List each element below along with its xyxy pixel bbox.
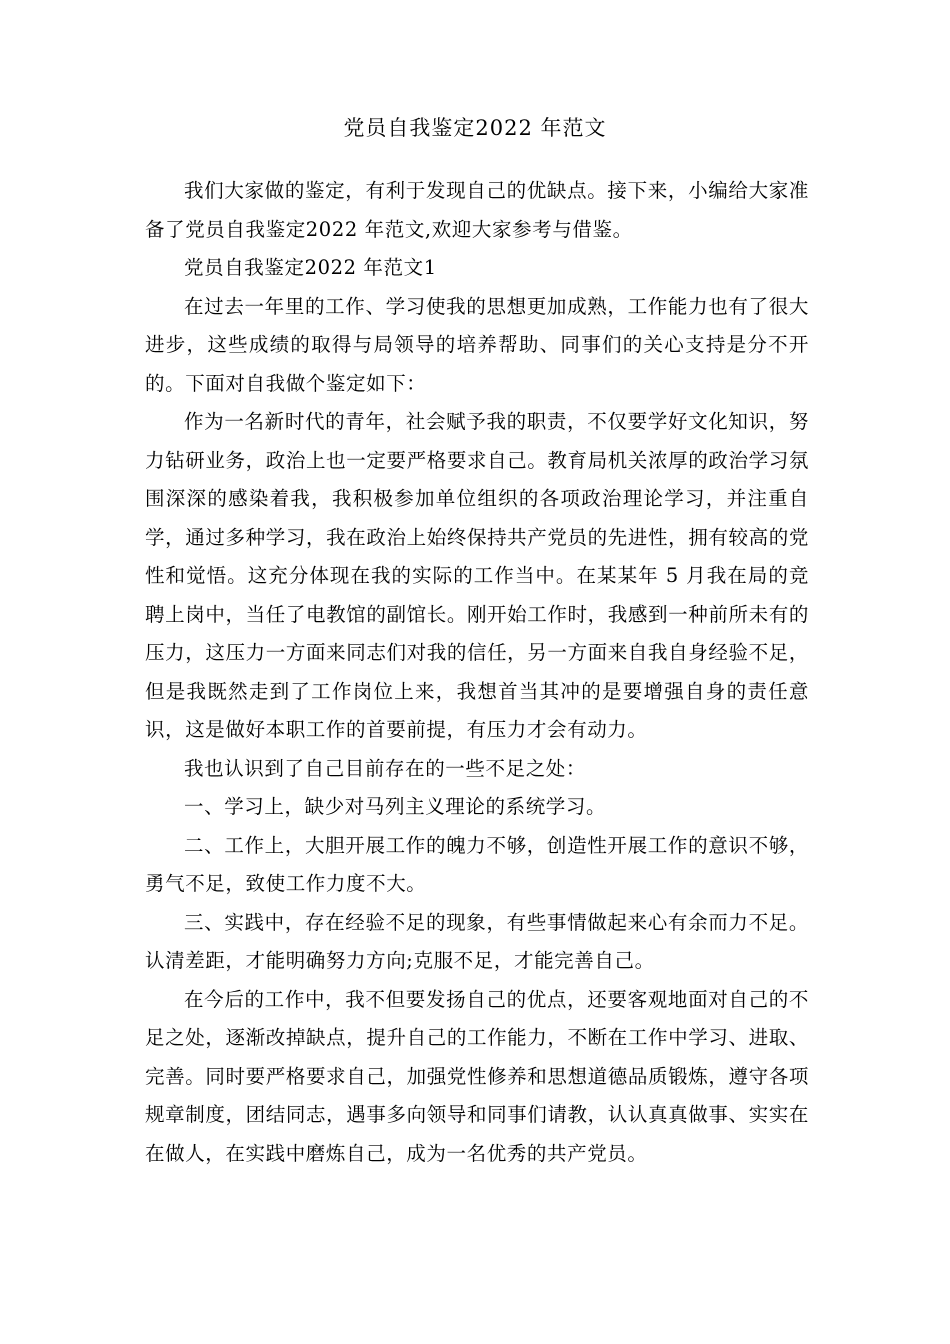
paragraph: 作为一名新时代的青年，社会赋予我的职责，不仅要学好文化知识，努力钻研业务，政治上也一定要严格要求自己。教育局机关浓厚的政治学习氛围深深的感染着我，我积极参加单位组织的各项政治理论学习，并注重自学，通过多种学习，我在政治上始终保持共产党员的先进性，拥有较高的党性和觉悟。这充分体现在我的实际的工作当中。在某某年 5 月我在局的竞聘上岗中，当任了电教馆的副馆长。刚开始工作时，我感到一种前所未有的压力，这压力一方面来同志们对我的信任，另一方面来自我自身经验不足，但是我既然走到了工作岗位上来，我想首当其冲的是要增强自身的责任意识，这是做好本职工作的首要前提，有压力才会有动力。 — [145, 410, 809, 741]
paragraph-intro: 我们大家做的鉴定，有利于发现自己的优缺点。接下来，小编给大家准备了党员自我鉴定2022 年范文,欢迎大家参考与借鉴。 — [145, 179, 809, 241]
list-item: 一、学习上，缺少对马列主义理论的系统学习。 — [184, 795, 607, 818]
section-heading: 党员自我鉴定2022 年范文1 — [184, 256, 437, 279]
paragraph: 我也认识到了自己目前存在的一些不足之处： — [184, 756, 587, 780]
paragraph: 在过去一年里的工作、学习使我的思想更加成熟，工作能力也有了很大进步，这些成绩的取得与局领导的培养帮助、同事们的关心支持是分不开的。下面对自我做个鉴定如下： — [145, 294, 809, 395]
list-item: 二、工作上，大胆开展工作的魄力不够，创造性开展工作的意识不够，勇气不足，致使工作力度不大。 — [145, 833, 809, 895]
document-title: 党员自我鉴定2022 年范文 — [343, 116, 607, 140]
document-body — [145, 172, 809, 1173]
paragraph: 在今后的工作中，我不但要发扬自己的优点，还要客观地面对自己的不足之处，逐渐改掉缺点，提升自己的工作能力，不断在工作中学习、进取、完善。同时要严格要求自己，加强党性修养和思想道德品质锻炼，遵守各项规章制度，团结同志，遇事多向领导和同事们请教，认认真真做事、实实在在做人，在实践中磨炼自己，成为一名优秀的共产党员。 — [145, 987, 809, 1165]
list-item: 三、实践中，存在经验不足的现象，有些事情做起来心有余而力不足。认清差距，才能明确努力方向;克服不足，才能完善自己。 — [145, 910, 809, 972]
